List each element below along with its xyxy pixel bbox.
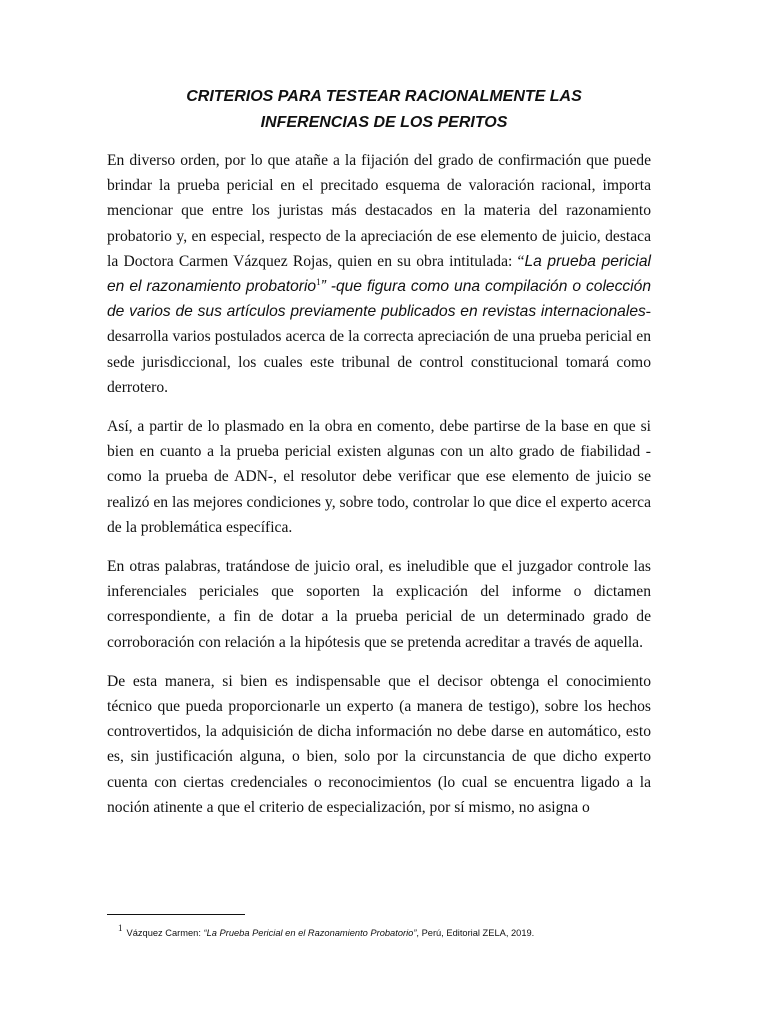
footnote-author: Vázquez Carmen: — [126, 928, 204, 939]
paragraph-1-text-b: - desarrolla varios postulados acerca de la correcta apreciación de una prueba pericial en sede jurisdiccional, los cuales este tribunal de control constitucional tomará como derrotero. — [107, 303, 651, 396]
footnote-separator — [107, 914, 245, 915]
document-body — [107, 148, 651, 834]
paragraph-4: De esta manera, si bien es indispensable que el decisor obtenga el conocimiento técnico que pueda proporcionarle un experto (a manera de testigo), sobre los hechos controvertidos, la adquisición de dicha información no debe darse en automático, esto es, sin justificación alguna, o bien, solo por la circunstancia de que dicho experto cuenta con ciertas credenciales o reconocimientos (lo cual se encuentra ligado a la noción atinente a que el criterio de especialización, por sí mismo, no asigna o — [107, 672, 651, 816]
title-line-1: CRITERIOS PARA TESTEAR RACIONALMENTE LAS — [186, 88, 582, 105]
title-line-2: INFERENCIAS DE LOS PERITOS — [260, 114, 508, 131]
document-title — [100, 84, 668, 136]
footnote-number: 1 — [118, 923, 123, 933]
paragraph-2: Así, a partir de lo plasmado en la obra en comento, debe partirse de la base en que si bien en cuanto a la prueba pericial existen algunas con un alto grado de fiabilidad -como la prueba de ADN-, el resolutor debe verificar que ese elemento de juicio se realizó en las mejores condiciones y, sobre todo, controlar lo que dice el experto acerca de la problemática específica. — [107, 418, 651, 536]
footnote-work-title: “La Prueba Pericial en el Razonamiento Probatorio” — [203, 928, 417, 939]
footnote — [118, 922, 658, 940]
cited-work-aside: ” -que figura como una compilación o colección de varios de sus artículos previamente publicados en revistas internacionales — [107, 278, 651, 321]
footnote-reference[interactable]: 1 — [316, 276, 321, 287]
footnote-publisher: , Perú, Editorial ZELA, 2019. — [416, 928, 535, 939]
paragraph-1 — [107, 148, 651, 400]
paragraph-1-text-a: En diverso orden, por lo que atañe a la fijación del grado de confirmación que puede brindar la prueba pericial en el precitado esquema de valoración racional, importa mencionar que entre los juristas más destacados en la materia del razonamiento probatorio y, en especial, respecto de la apreciación de ese elemento de juicio, destaca la Doctora Carmen Vázquez Rojas, quien en su obra intitulada: “ — [107, 152, 651, 270]
paragraph-3: En otras palabras, tratándose de juicio oral, es ineludible que el juzgador controle las inferenciales periciales que soporten la explicación del informe o dictamen correspondiente, a fin de dotar a la prueba pericial de un determinado grado de corroboración con relación a la hipótesis que se pretenda acreditar a través de aquella. — [107, 558, 651, 651]
cited-work-title: La prueba pericial en el razonamiento probatorio — [107, 252, 651, 296]
